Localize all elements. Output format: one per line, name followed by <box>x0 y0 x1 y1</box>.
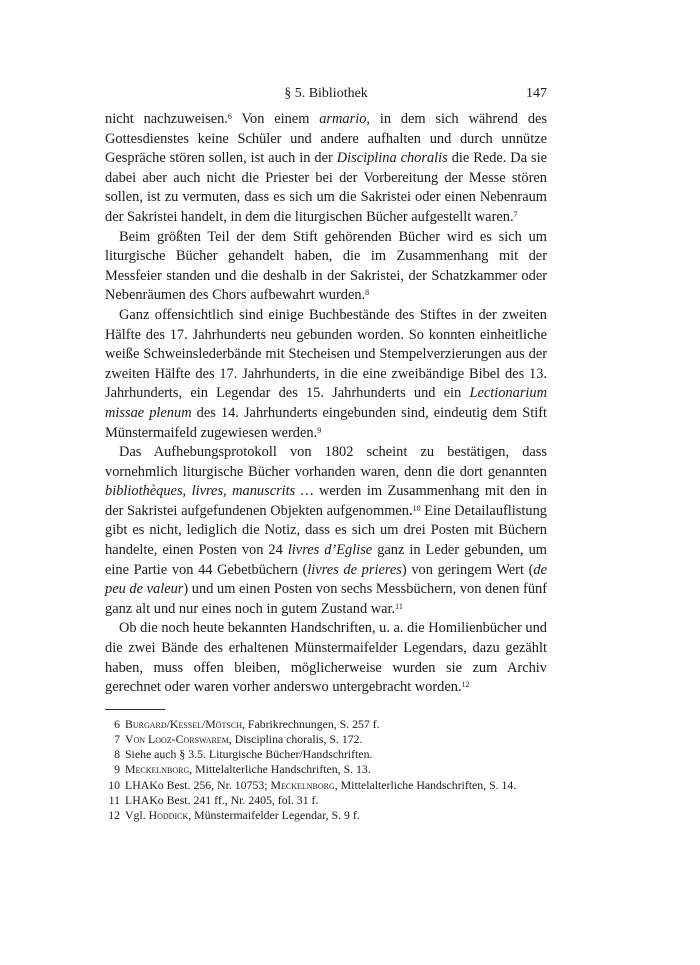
book-page <box>105 84 547 823</box>
footnote-number: 11 <box>108 792 120 807</box>
italic-text: bibliothèques, livres, manuscrits … <box>105 483 314 500</box>
chapter-title: § 5. Bibliothek <box>284 86 368 101</box>
author-name: Von Looz-Corswarem <box>125 732 229 747</box>
text-run: LHAKo Best. 241 ff., Nr. 2405, fol. 31 f. <box>125 792 319 807</box>
text-run: , Münstermaifelder Legendar, S. 9 f. <box>188 808 360 823</box>
running-header <box>105 84 547 108</box>
footnote-ref: 12 <box>461 680 470 690</box>
footnotes <box>105 717 547 823</box>
text-run: Siehe auch § 3.5. Liturgische Bücher/Handschriften. <box>125 747 373 762</box>
text-run: LHAKo Best. 256, Nr. 10753; <box>125 777 271 792</box>
footnote-text <box>125 732 547 747</box>
author-name: Meckelnborg <box>125 762 190 777</box>
footnote <box>105 793 547 808</box>
footnote-number: 6 <box>114 716 120 731</box>
text-run: ) und um einen Posten von sechs Messbüchern, von denen fünf ganz alt und nur eines noch in gutem Zustand war. <box>105 581 547 617</box>
text-run: Das Aufhebungsprotokoll von 1802 scheint zu bestätigen, dass vornehmlich liturgische Bücher vorhanden waren, denn die dort genannten <box>105 444 547 480</box>
footnote-text <box>125 747 547 762</box>
footnote-number: 10 <box>108 777 120 792</box>
footnote-ref: 10 <box>412 503 421 513</box>
text-run: die Rede. Da sie dabei aber auch nicht die Priester bei der Vorbereitung der Messe stören sollen, ist zu vermuten, dass es sich um die Sakristei oder einen Nebenraum der Sakristei handelt, in dem die liturgischen Bücher aufgestellt waren. <box>105 150 547 225</box>
footnote-text <box>125 778 547 793</box>
text-run: Vgl. <box>125 808 149 823</box>
footnote-text <box>125 808 547 823</box>
footnote-ref: 7 <box>513 209 518 219</box>
text-run: , Fabrikrechnungen, S. 257 f. <box>242 716 380 731</box>
text-run: Ganz offensichtlich sind einige Buchbestände des Stiftes in der zweiten Hälfte des 17. Jahrhunderts neu gebunden worden. So konnten einheitliche weiße Schweinslederbände mit Stecheisen und Stempelverzierungen aus der zweiten Hälfte des 17. Jahrhunderts, in die eine zweibändige Bibel des 13. Jahrhunderts, ein Legendar des 15. Jahrhunderts und ein <box>105 306 547 402</box>
text-run: , Mittelalterliche Handschriften, S. 14. <box>334 777 517 792</box>
footnote-ref: 11 <box>395 601 403 611</box>
author-name: Meckelnborg <box>270 777 335 792</box>
text-run: , Mittelalterliche Handschriften, S. 13. <box>189 762 371 777</box>
footnote <box>105 717 547 732</box>
paragraph <box>105 443 547 619</box>
footnote-ref: 9 <box>317 425 322 435</box>
author-name: Hoddick <box>148 808 189 823</box>
footnote-text <box>125 793 547 808</box>
text-run: Ob die noch heute bekannten Handschriften, u. a. die Homilienbücher und die zwei Bände des erhaltenen Münstermaifelder Legendars, dazu gezählt haben, muss offen bleiben, möglicherweise wurden sie zum Archiv gerechnet oder waren vorher anderswo untergebracht worden. <box>105 620 547 696</box>
footnote-number: 8 <box>114 747 120 762</box>
author-name: Burgard/Kessel/Mötsch <box>125 716 242 731</box>
text-run: ganz in Leder gebunden, um eine Partie von 44 Gebetbüchern ( <box>105 542 547 578</box>
text-run: ) von geringem Wert ( <box>401 561 534 578</box>
page-number: 147 <box>526 86 547 101</box>
footnote-number: 9 <box>114 762 120 777</box>
text-run: , Disciplina choralis, S. 172. <box>228 732 363 747</box>
footnote-ref: 6 <box>227 112 232 121</box>
body-text <box>105 110 547 698</box>
footnote-text <box>125 762 547 777</box>
footnote <box>105 778 547 793</box>
footnote-separator <box>105 709 165 710</box>
text-run: werden im Zusammenhang mit den in der Sakristei aufgefundenen Objekten aufgenommen. <box>105 483 547 519</box>
footnote <box>105 747 547 762</box>
text-run: nicht nachzuweisen. <box>105 111 228 127</box>
italic-text: Lectionarium missae plenum <box>105 385 547 421</box>
footnote <box>105 762 547 777</box>
paragraph <box>105 110 547 228</box>
text-run: des 14. Jahrhunderts eingebunden sind, eindeutig dem Stift Münstermaifeld zugewiesen werden. <box>105 404 548 441</box>
italic-text: armario <box>319 111 367 127</box>
paragraph <box>105 306 547 443</box>
text-run: Von einem <box>231 111 320 127</box>
text-run: Beim größten Teil der dem Stift gehörenden Bücher wird es sich um liturgische Bücher gehandelt haben, die im Zusammenhang mit der Messfeier standen und die deshalb in der Sakristei, der Schatzkammer oder Nebenräumen des Chors aufbewahrt wurden. <box>105 228 547 304</box>
text-run: Eine Detailauflistung gibt es nicht, lediglich die Notiz, dass es sich um drei Posten mit Büchern handelte, einen Posten von 24 <box>105 502 547 559</box>
paragraph <box>105 228 547 306</box>
italic-text: livres d’Eglise <box>287 542 373 559</box>
italic-text: livres de prieres <box>307 561 402 578</box>
footnote-number: 7 <box>114 732 120 747</box>
footnote <box>105 732 547 747</box>
italic-text: de peu de valeur <box>105 561 547 598</box>
footnote-ref: 8 <box>365 288 370 298</box>
paragraph <box>105 619 547 697</box>
text-run: , in dem sich während des Gottesdienstes keine Schüler und andere aufhalten und durch unnütze Gespräche stören sollen, ist auch in der <box>105 111 547 167</box>
footnote <box>105 808 547 823</box>
italic-text: Disciplina choralis <box>336 150 448 167</box>
footnote-number: 12 <box>108 808 120 823</box>
footnote-text <box>125 717 547 732</box>
